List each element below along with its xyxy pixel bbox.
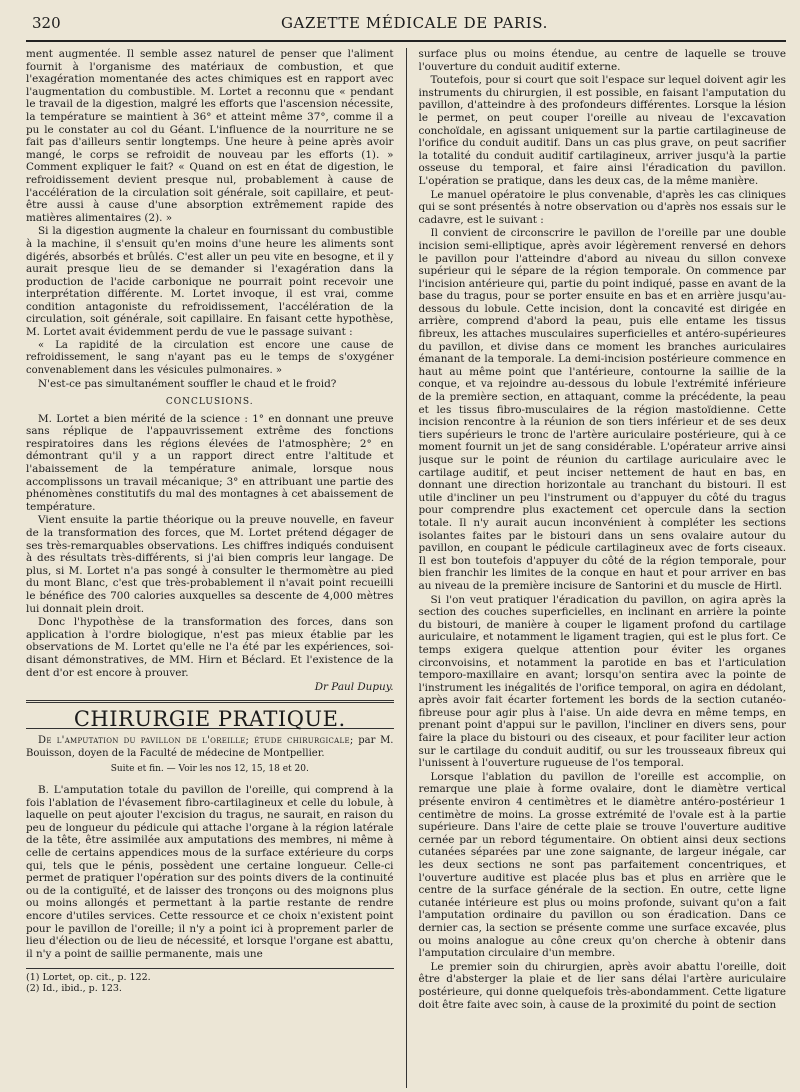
paragraph: Toutefois, pour si court que soit l'espace sur lequel doivent agir les instruments du chirurgien, il est possible, en faisant l'amputation du pavillon, d'atteindre à des profondeurs différentes. Lorsque la lésion le permet, on peut couper l'oreille au niveau de l'excavation conchoïdale, en agissant uniquement sur la partie cartilagineuse de l'orifice du conduit auditif. Dans un cas plus grave, on peut sacrifier la totalité du conduit auditif cartilagineux, arriver jusqu'à la partie osseuse du temporal, et faire ainsi l'éradication du pavillon. L'opération se pratique, dans les deux cas, de la même manière.: [418, 74, 786, 187]
header-rule: [26, 40, 786, 42]
paragraph: Donc l'hypothèse de la transformation des forces, dans son application à l'ordre biologique, n'est pas mieux établie par les observations de M. Lortet qu'elle ne l'a été par les expériences, soi-disant démonstratives, de MM. Hirn et Béclard. Et l'existence de la dent d'or est encore à prouver.: [26, 616, 394, 679]
conclusions-heading: CONCLUSIONS.: [165, 397, 254, 408]
article-author: par M. Bouisson, doyen de la Faculté de médecine de Montpellier.: [26, 735, 394, 759]
article-title-text: De l'amputation du pavillon de l'oreille; étude chirurgicale;: [38, 735, 354, 747]
continuation-note: Suite et fin. — Voir les nos 12, 15, 18 et 20.: [110, 764, 309, 775]
page-header: [26, 14, 786, 36]
columns: [26, 48, 786, 1088]
quotation: « La rapidité de la circulation est encore une cause de refroidissement, le sang n'ayant pas eu le temps de s'oxygéner convenablement dans les vésicules pulmonaires. »: [26, 339, 394, 376]
footnotes: [26, 968, 394, 994]
right-column: [419, 48, 787, 1088]
paragraph: Le manuel opératoire le plus convenable, d'après les cas cliniques qui se sont présentés à notre observation ou d'après nos essais sur le cadavre, est le suivant :: [418, 188, 786, 226]
paragraph: surface plus ou moins étendue, au centre de laquelle se trouve l'ouverture du conduit auditif externe.: [418, 48, 786, 73]
paragraph: Le premier soin du chirurgien, après avoir abattu l'oreille, doit être d'absterger la plaie et de lier sans délai l'artère auriculaire postérieure, qui donne quelquefois très-abondamment. Cette ligature doit être faite avec soin, à cause de la proximité du point de section: [418, 960, 786, 1011]
column-divider: [406, 48, 407, 1088]
journal-title: GAZETTE MÉDICALE DE PARIS.: [280, 14, 548, 32]
paragraph: Il convient de circonscrire le pavillon de l'oreille par une double incision semi-elliptique, après avoir légèrement renversé en dehors le pavillon pour l'atteindre d'abord au niveau du sillon convexe supérieur qui le sépare de la région temporale. On commence par l'incision antérieure qui, partie du point indiqué, passe en avant de la base du tragus, pour se porter ensuite en bas et en arrière jusqu'au-dessous du lobule. Cette incision, dont la concavité est dirigée en arrière, comprend d'abord la peau, puis elle entame les tissus fibreux, les attaches musculaires superficielles et antéro-supérieures du pavillon, et divise dans ce moment les branches auriculaires émanant de la temporale. La demi-incision postérieure commence en haut au même point que l'antérieure, contourne la saillie de la conque, et va rejoindre au-dessous du lobule l'extrémité inférieure de la première section, en attaquant, comme la précédente, la peau et les tissus fibro-musculaires de la région mastoïdienne. Cette incision rencontre à la réunion de son tiers inférieur et de ses deux tiers supérieurs le tronc de l'artère auriculaire postérieure, qui à ce moment fournit un jet de sang considérable. L'opérateur arrive ainsi jusque sur le point de réunion du cartilage auriculaire avec le cartilage auditif, et peut inciser nettement de haut en bas, en donnant une direction horizontale au tranchant du bistouri. Il est utile d'incliner un peu l'instrument ou d'appuyer du côté du tragus pour comprendre plus exactement cet opercule dans la section totale. Il n'y aurait aucun inconvénient à compléter les sections isolantes faites par le bistouri dans un sens ovalaire autour du pavillon, en coupant le pédicule cartilagineux avec de forts ciseaux. Il est bon toutefois d'appuyer du côté de la région temporale, pour bien franchir les limites de la conque en haut et pour arriver en bas au niveau de la première incisure de Santorini et du muscle de Hirtl.: [418, 227, 786, 592]
page-number: 320: [32, 14, 61, 32]
footnote: (1) Lortet, op. cit., p. 122.: [26, 972, 151, 984]
paragraph: Si l'on veut pratiquer l'éradication du pavillon, on agira après la section des couches superficielles, en inclinant en arrière la pointe du bistouri, de manière à couper le ligament profond du cartilage auriculaire, et notamment le ligament tragien, qui est le plus fort. Ce temps exigera quelque attention pour éviter les organes circonvoisins, et notamment la parotide en bas et l'articulation temporo-maxillaire en avant; lorsqu'on sentira avec la pointe de l'instrument les inégalités de l'orifice temporal, on agira en dédolant, après avoir fait écarter fortement les bords de la section cutanéo-fibreuse pour agir plus à l'aise. Un aide devra en même temps, en prenant point d'appui sur le pavillon, l'incliner en divers sens, pour faire la place du bistouri ou des ciseaux, et pour faciliter leur action sur le cartilage du conduit auditif, ou sur les trousseaux fibreux qui l'unissent à l'ouverture rugueuse de l'os temporal.: [418, 593, 786, 770]
paragraph: Lorsque l'ablation du pavillon de l'oreille est accomplie, on remarque une plaie à forme ovalaire, dont le diamètre vertical présente environ 4 centimètres et le diamètre antéro-postérieur 1 centimètre de moins. La grosse extrémité de l'ovale est à la partie supérieure. Dans l'aire de cette plaie se trouve l'ouverture auditive cernée par un rebord tégumentaire. On obtient ainsi deux sections cutanées séparées par une zone saignante, de largeur inégale, car les deux sections ne sont pas parfaitement concentriques, et l'ouverture auditive est placée plus bas et plus en arrière que le centre de la surface générale de la section. En outre, cette ligne cutanée intérieure est plus ou moins profonde, suivant qu'on a fait l'amputation ordinaire du pavillon ou son éradication. Dans ce dernier cas, la section se présente comme une surface excavée, plus ou moins analogue au cône creux qu'on cherche à obtenir dans l'amputation circulaire d'un membre.: [418, 770, 786, 960]
author-signature: Dr Paul Dupuy.: [314, 681, 394, 694]
paragraph: N'est-ce pas simultanément souffler le chaud et le froid?: [38, 378, 337, 391]
paragraph: M. Lortet a bien mérité de la science : 1° en donnant une preuve sans réplique de l'appauvrissement extrême des fonctions respiratoires dans les régions élevées de l'atmosphère; 2° en démontrant qu'il y a un rapport direct entre l'altitude et l'abaissement de la température animale, lorsque nous accomplissons un travail mécanique; 3° en attribuant une partie des phénomènes constitutifs du mal des montagnes à cet abaissement de température.: [26, 412, 394, 513]
paragraph: ment augmentée. Il semble assez naturel de penser que l'aliment fournit à l'organisme des matériaux de combustion, et que l'exagération momentanée des actes chimiques est en rapport avec l'augmentation du combustible. M. Lortet a reconnu que « pendant le travail de la digestion, malgré les efforts que l'ascension nécessite, la température se maintient à 36° et atteint même 37°, comme il a pu le constater au col du Géant. L'influence de la nourriture ne se fait pas d'ailleurs sentir longtemps. Une heure à peine après avoir mangé, le corps se refroidit de nouveau par les efforts (1). » Comment expliquer le fait? « Quand on est en état de digestion, le refroidissement devient presque nul, probablement à cause de l'accélération de la circulation soit générale, soit capillaire, et peut-être aussi à cause d'une absorption extrêmement rapide des matières alimentaires (2). »: [26, 48, 394, 224]
paragraph: B. L'amputation totale du pavillon de l'oreille, qui comprend à la fois l'ablation de l'évasement fibro-cartilagineux et celle du lobule, à laquelle on peut ajouter l'excision du tragus, ne saurait, en raison du peu de longueur du pédicule qui attache l'organe à la région latérale de la tête, être assimilée aux amputations des membres, ni même à celle de certains appendices mous de la surface extérieure du corps qui, tels que le pénis, possèdent une certaine longueur. Celle-ci permet de pratiquer l'opération sur des points divers de la continuité ou de la contiguïté, et de laisser des tronçons ou des moignons plus ou moins allongés et permettant à la partie restante de rendre encore d'utiles services. Cette ressource et ce choix n'existent point pour le pavillon de l'oreille; il n'y a point ici à proprement parler de lieu d'élection ou de lieu de nécessité, et lorsque l'organe est abattu, il n'y a point de saillie permanente, mais une: [26, 784, 394, 960]
paragraph: Vient ensuite la partie théorique ou la preuve nouvelle, en faveur de la transformation des forces, que M. Lortet prétend dégager de ses très-remarquables observations. Les chiffres indiqués conduisent à des résultats très-différents, si j'ai bien compris leur langage. De plus, si M. Lortet n'a pas songé à consulter le thermomètre au pied du mont Blanc, c'est que très-probablement il n'avait point recueilli le bénéfice des 700 calories auxquelles sa descente de 4,000 mètres lui donnait plein droit.: [26, 514, 394, 615]
article-title: [26, 735, 394, 760]
section-title: CHIRURGIE PRATIQUE.: [26, 713, 394, 730]
footnote: (2) Id., ibid., p. 123.: [26, 983, 122, 995]
section-divider: [26, 700, 394, 703]
left-column: [26, 48, 394, 1088]
paragraph: Si la digestion augmente la chaleur en fournissant du combustible à la machine, il s'ensuit qu'en moins d'une heure les aliments sont digérés, absorbés et brûlés. C'est aller un peu vite en besogne, et il y aurait presque lieu de se demander si l'exagération dans la production de l'acide carbonique ne pourrait point recevoir une interprétation différente. M. Lortet invoque, il est vrai, comme condition antagoniste du refroidissement, l'accélération de la circulation, soit générale, soit capillaire. En faisant cette hypothèse, M. Lortet avait évidemment perdu de vue le passage suivant :: [26, 225, 394, 339]
